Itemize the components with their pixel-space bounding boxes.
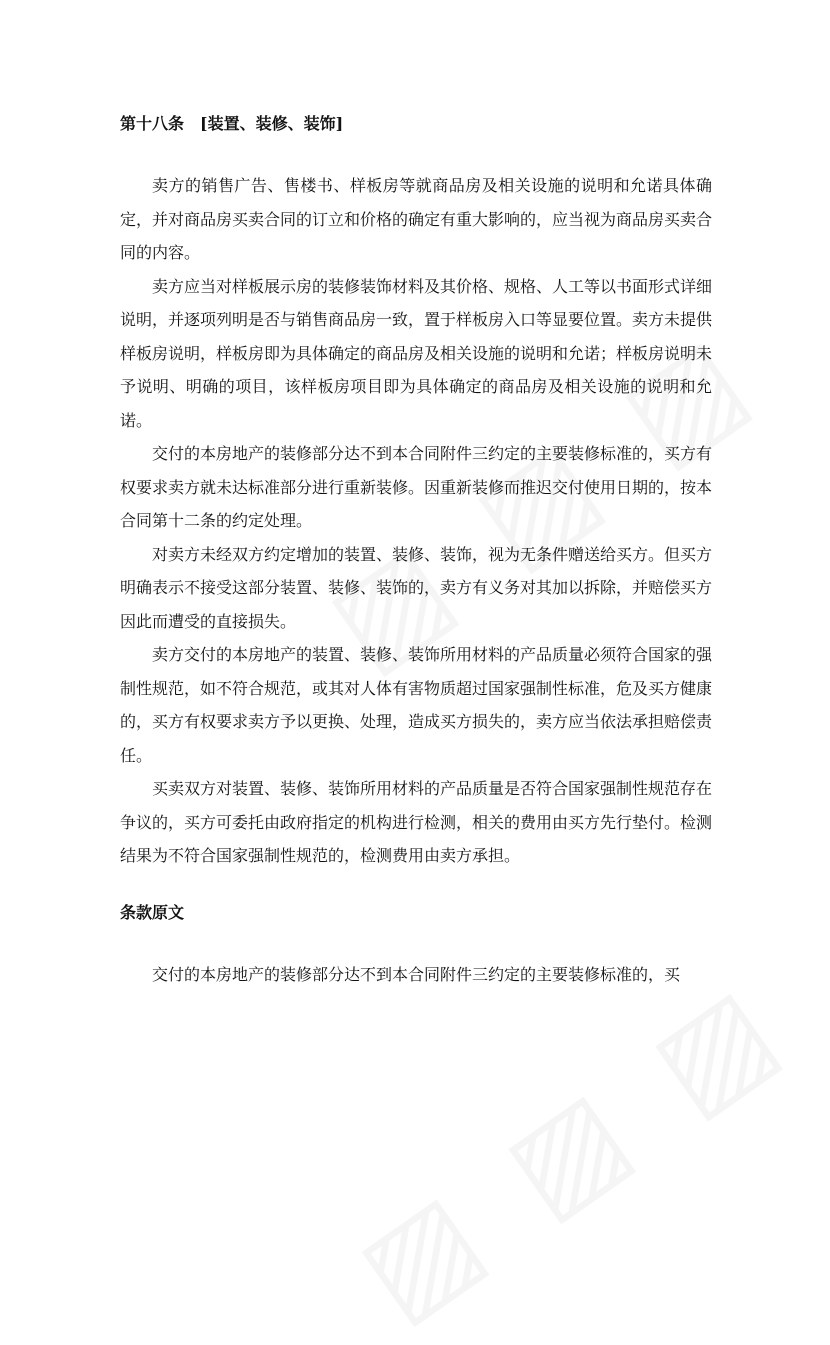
article-paragraph: 卖方交付的本房地产的装置、装修、装饰所用材料的产品质量必须符合国家的强制性规范，如不符合规范，或其对人体有害物质超过国家强制性标准，危及买方健康的，买方有权要求卖方予以更换、处理，造成买方损失的，卖方应当依法承担赔偿责任。	[120, 645, 713, 765]
article-paragraph: 卖方的销售广告、售楼书、样板房等就商品房及相关设施的说明和允诺具体确定，并对商品房买卖合同的订立和价格的确定有重大影响的，应当视为商品房买卖合同的内容。	[120, 176, 713, 262]
document-content	[120, 108, 712, 991]
article-paragraph: 卖方应当对样板展示房的装修装饰材料及其价格、规格、人工等以书面形式详细说明，并逐项列明是否与销售商品房一致，置于样板房入口等显要位置。卖方未提供样板房说明，样板房即为具体确定的商品房及相关设施的说明和允诺；样板房说明未予说明、明确的项目，该样板房项目即为具体确定的商品房及相关设施的说明和允诺。	[120, 276, 713, 430]
original-clause-paragraph: 交付的本房地产的装修部分达不到本合同附件三约定的主要装修标准的，买	[152, 964, 681, 984]
article-paragraph: 买卖双方对装置、装修、装饰所用材料的产品质量是否符合国家强制性规范存在争议的，买方可委托由政府指定的机构进行检测，相关的费用由买方先行垫付。检测结果为不符合国家强制性规范的，检测费用由卖方承担。	[120, 779, 713, 865]
watermark-graphic	[334, 954, 810, 1345]
original-clause-heading: 条款原文	[120, 902, 185, 922]
article-paragraph: 交付的本房地产的装修部分达不到本合同附件三约定的主要装修标准的，买方有权要求卖方就未达标准部分进行重新装修。因重新装修而推迟交付使用日期的，按本合同第十二条的约定处理。	[120, 444, 713, 530]
article-paragraph: 对卖方未经双方约定增加的装置、装修、装饰，视为无条件赠送给买方。但买方明确表示不接受这部分装置、装修、装饰的，卖方有义务对其加以拆除，并赔偿买方因此而遭受的直接损失。	[120, 544, 713, 631]
article-heading: 第十八条 [装置、装修、装饰]	[120, 114, 344, 133]
